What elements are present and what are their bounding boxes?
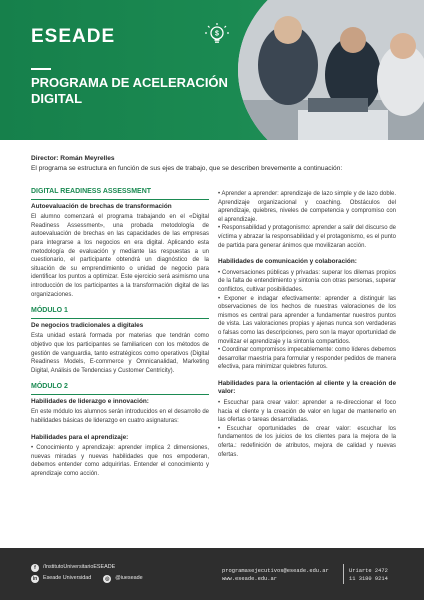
bullet-paragraph: • Conversaciones públicas y privadas: superar los dilemas propios de la falta de entendimiento y sintonía con otras personas, superar conflictos, cultivar posibilidades.: [218, 269, 396, 293]
director-line: Director: Román Meyrelles: [31, 155, 115, 162]
social-row: [31, 573, 143, 584]
section-title: DIGITAL READINESS ASSESSMENT: [31, 188, 152, 195]
section-subtitle: Habilidades de comunicación y colaboración:: [218, 258, 357, 266]
section-paragraph: El alumno comenzará el programa trabajando en el «Digital Readiness Assessment», una probada metodología de autoevaluación de brechas en las capacidades de las empresas para integrarse a los negocios en era digital. Aplicando esta metodología de evaluación y mediante las respuestas a un cuestionario, el participante obtendrá un diagnóstico de la situación de su emprendimiento o unidad de negocio para identificar los puntos a optimizar. Este ejercicio será asimismo una introducción de los participantes a la transformación digital de las organizaciones.: [31, 214, 209, 298]
footer-contact: [222, 567, 329, 583]
section-subtitle: De negocios tradicionales a digitales: [31, 321, 144, 329]
email-link[interactable]: programasejecutivos@eseade.edu.ar: [222, 568, 329, 574]
address-text: Uriarte 2472: [349, 568, 388, 574]
section-rule: [31, 199, 209, 200]
section-paragraph: Esta unidad estará formada por materias que tendrán como objetivo que los participantes se familiaricen con los métodos de gestión de vanguardia, tanto estratégicos como operativos (Digital Readiness Models, E-commerce y Omnicanalidad, Marketing Digital, Análisis de Tendencias y Customer Centricity).: [31, 333, 209, 374]
eseade-logo: ESEADE: [31, 26, 116, 47]
footer-address: [349, 567, 388, 583]
facebook-icon: f: [31, 564, 39, 572]
team-photo: [238, 0, 424, 140]
facebook-link[interactable]: f /InstitutoUniversitarioESEADE: [31, 562, 143, 573]
section-title: MÓDULO 1: [31, 307, 68, 315]
phone-text: 11 3180 9214: [349, 576, 388, 582]
bullet-paragraph: • Conocimiento y aprendizaje: aprender implica 2 dimensiones, nuevas miradas y nuevas habilidades que nos empoderan, debemos entender como adquirirlas. Entender el conocimiento y aprendizaje como acción.: [31, 445, 209, 478]
left-column: [31, 188, 209, 487]
bullet-paragraph: • Responsabilidad y protagonismo: aprender a salir del discurso de víctima y abrazar la responsabilidad y el protagonismo, es el punto de partida para generar ánimos que movilizaran acción.: [218, 225, 396, 249]
header-banner: [0, 0, 424, 140]
footer-divider: [343, 564, 344, 584]
footer: [0, 548, 424, 600]
program-title: PROGRAMA DE ACELERACIÓN DIGITAL: [31, 75, 228, 106]
section-paragraph: En este módulo los alumnos serán introducidos en el desarrollo de habilidades básicas de liderazgo en cuatro asignaturas:: [31, 409, 209, 425]
section-subtitle: Autoevaluación de brechas de transformación: [31, 202, 172, 210]
bullet-paragraph: • Coordinar compromisos impecablemente: como líderes debemos desarrollar maestría para formular y responder pedidos de manera efectiva, para minimizar quiebres futuros.: [218, 347, 396, 371]
section-title: MÓDULO 2: [31, 383, 68, 391]
linkedin-icon: in: [32, 575, 38, 582]
bullet-paragraph: • Aprender a aprender: aprendizaje de lazo simple y de lazo doble. Aprendizaje organizacional y coaching. Obstáculos del aprendizaje, quiebres, niveles de competencia y compromiso con el aprendizaje.: [218, 191, 396, 223]
svg-text:$: $: [215, 30, 219, 38]
web-link[interactable]: www.eseade.edu.ar: [222, 576, 277, 582]
section-subtitle: Habilidades de liderazgo e innovación:: [31, 397, 149, 405]
linkedin-link[interactable]: Eseade Universidad: [43, 575, 92, 581]
title-rule: [31, 68, 51, 70]
section-subtitle: Habilidades para el aprendizaje:: [31, 433, 129, 441]
section-rule: [31, 394, 209, 395]
bullet-paragraph: • Exponer e indagar efectivamente: aprender a distinguir las observaciones de los hechos de nuestras valoraciones de los mismos es central para aprender a fundamentar nuestros puntos de vista. Las valoraciones propias y ajenas nunca son verdaderas o falsas como las descripciones, pero son la mayor oportunidad de movilizar el aprendizaje y la sintonía compartidos.: [218, 295, 396, 345]
intro-text: El programa se estructura en función de sus ejes de trabajo, que se describen brevemente a continuación:: [31, 165, 343, 172]
bullet-paragraph: • Escuchar oportunidades de crear valor: escuchar los fundamentos de los juicios de los clientes para la mejora de la oferta.: redefinición de atributos, mejora de calidad y nuevas ofertas.: [218, 425, 396, 458]
right-column: [218, 190, 396, 459]
section-rule: [31, 318, 209, 319]
bullet-paragraph: • Escuchar para crear valor: aprender a re-direccionar el foco hacia el cliente y la creación de valor en lugar de mantenerlo en las ofertas o tareas desarrolladas.: [218, 400, 396, 424]
instagram-icon: ◎: [105, 575, 110, 582]
lightbulb-icon: [204, 22, 230, 48]
instagram-link[interactable]: @iueseade: [115, 575, 143, 581]
section-subtitle: Habilidades para la orientación al cliente y la creación de valor:: [218, 379, 396, 396]
social-links: [31, 562, 143, 584]
